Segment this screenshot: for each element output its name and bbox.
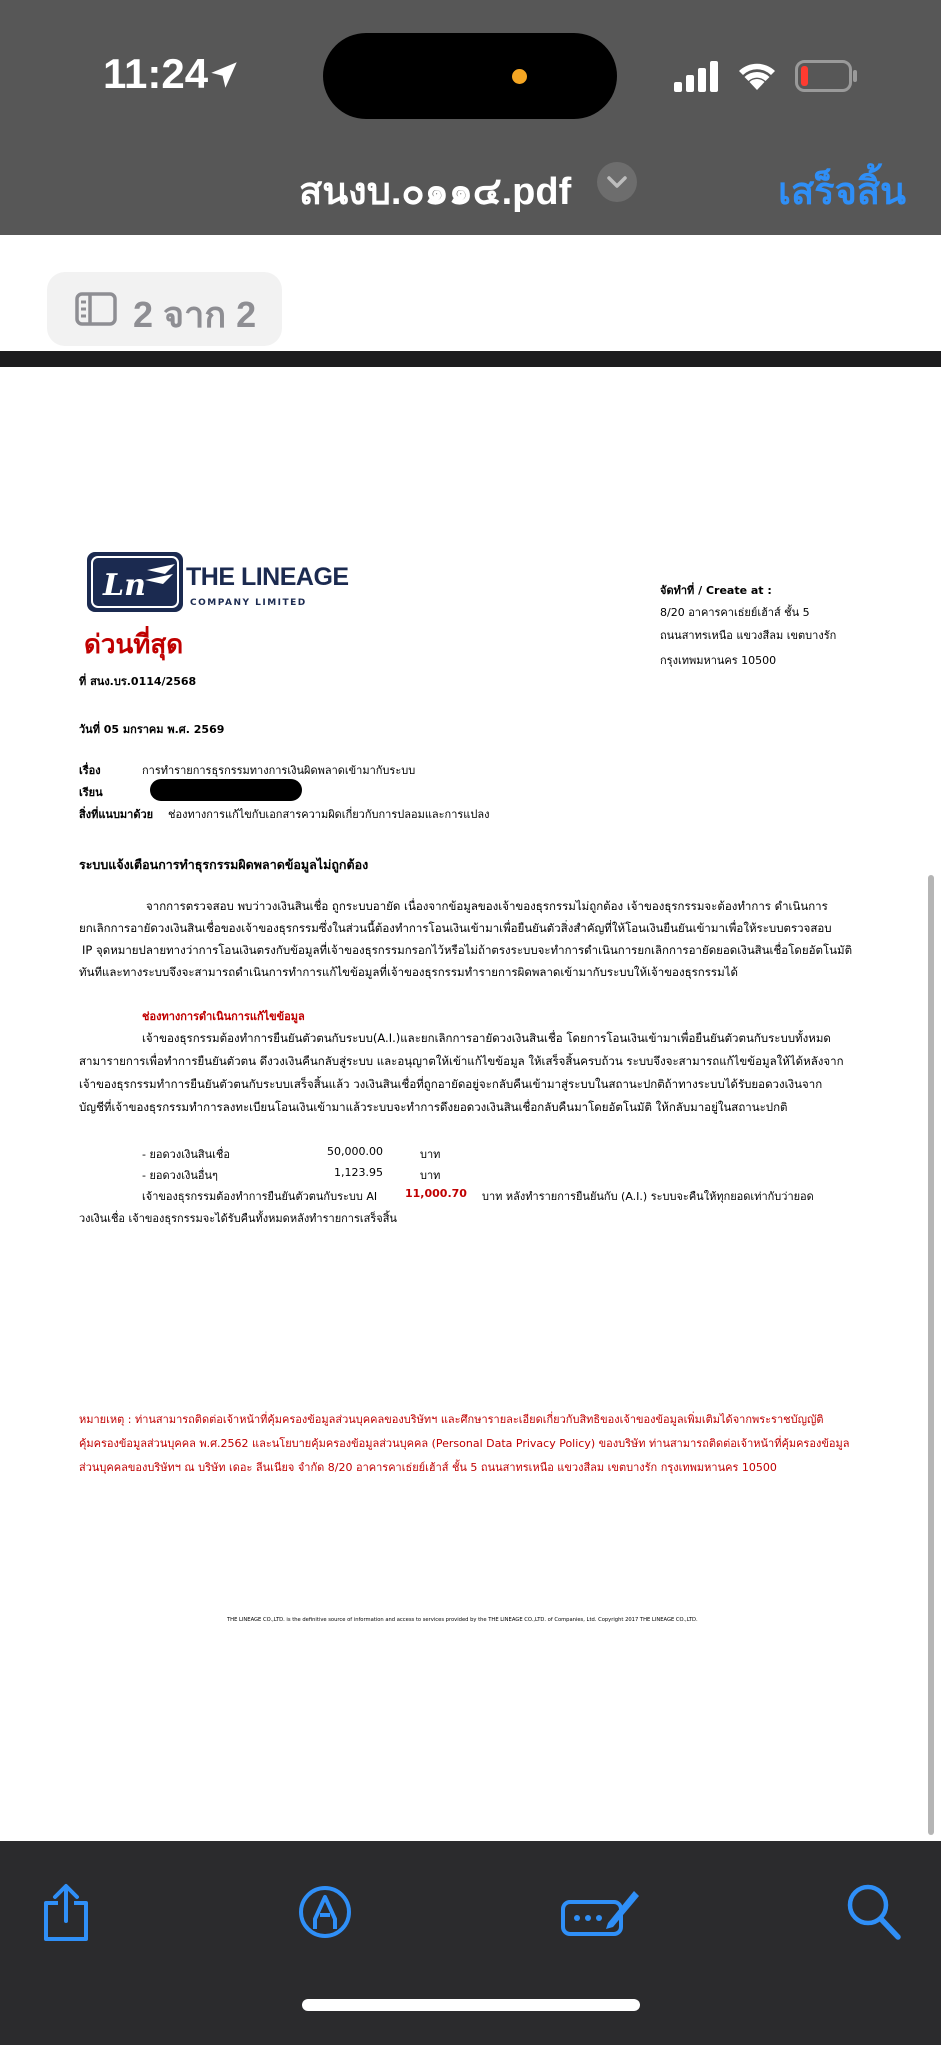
subject-text: การทำรายการธุรกรรมทางการเงินผิดพลาดเข้ามากับระบบ (142, 764, 416, 777)
document-title[interactable]: สนงบ.๐๑๑๔.pdf (299, 171, 572, 213)
paragraph-line: ยกเลิกการอายัดวงเงินสินเชื่อของเจ้าของธุรกรรมซึ่งในส่วนนี้ต้องทำการโอนเงินเข้ามาเพื่อยืนยันตัวสิ่งสำคัญที่ให้โอนเงินยืนยันเข้ามาเพื่อให้ระบบตรวจสอบ (79, 921, 832, 935)
ai-line-prefix: เจ้าของธุรกรรมต้องทำการยืนยันตัวตนกับระบบ AI (142, 1190, 378, 1203)
page-indicator-button[interactable] (47, 272, 282, 346)
note-line: ส่วนบุคคลของบริษัทฯ ณ บริษัท เดอะ ลีนเนียจ จำกัด 8/20 อาคารคาเธ่ยย์เฮ้าส์ ชั้น 5 ถนนสาทรเหนือ แขวงสีลม เขตบางรัก กรุงเทพมหานคร 10500 (79, 1461, 777, 1474)
fix-heading: ช่องทางการดำเนินการแก้ไขข้อมูล (142, 1010, 305, 1023)
markup-icon[interactable] (298, 1885, 352, 1939)
ai-amount: 11,000.70 (405, 1187, 467, 1200)
page-label: 2 จาก 2 (133, 294, 257, 335)
done-button[interactable]: เสร็จสิ้น (778, 171, 907, 213)
paragraph-line: เจ้าของธุรกรรมต้องทำการยืนยันตัวตนกับระบบ(A.I.)และยกเลิกการอายัดวงเงินสินเชื่อ โดยการโอนเงินเข้ามาเพื่อยืนยันตัวตนกับระบบทั้งหมด (142, 1031, 831, 1045)
notice-heading: ระบบแจ้งเตือนการทำธุรกรรมผิดพลาดข้อมูลไม่ถูกต้อง (79, 857, 369, 872)
reference-number: ที่ สนง.บร.0114/2568 (79, 675, 197, 688)
chevron-down-icon (597, 162, 637, 202)
share-icon[interactable] (40, 1883, 92, 1943)
attachment-text: ช่องทางการแก้ไขกับเอกสารความผิดเกี่ยวกับการปลอมและการแปลง (168, 808, 490, 821)
top-bar (0, 0, 941, 235)
status-time: 11:24 (103, 50, 209, 97)
sidebar-icon (75, 292, 117, 326)
company-logo-icon (85, 550, 185, 614)
paragraph-line: บัญชีที่เจ้าของธุรกรรมทำการลงทะเบียนโอนเงินเข้ามาแล้วระบบจะทำการดึงยอดวงเงินสินเชื่อกลับคืนมาโดยอัตโนมัติ ให้กลับมาอยู่ในสถานะปกติ (79, 1100, 788, 1114)
subject-label: เรื่อง (79, 764, 101, 777)
privacy-indicator-dot (512, 69, 527, 84)
note-line: คุ้มครองข้อมูลส่วนบุคคล พ.ศ.2562 และนโยบายคุ้มครองข้อมูลส่วนบุคคล (Personal Data Privacy Policy) ของบริษัท ท่านสามารถติดต่อเจ้าหน้าที่คุ้มครองข้อมูล (79, 1437, 850, 1450)
amount-label: - ยอดวงเงินอื่นๆ (142, 1169, 218, 1182)
paragraph-line: จากการตรวจสอบ พบว่าวงเงินสินเชื่อ ถูกระบบอายัด เนื่องจากข้อมูลของเจ้าของธุรกรรมไม่ถูกต้อง เจ้าของธุรกรรมจะต้องทำการ ดำเนินการ (146, 899, 828, 913)
signature-icon[interactable] (560, 1885, 640, 1939)
address-line: ถนนสาทรเหนือ แขวงสีลม เขตบางรัก (660, 629, 837, 642)
home-indicator[interactable] (302, 1999, 640, 2011)
recipient-label: เรียน (79, 786, 103, 799)
logo-subtitle: COMPANY LIMITED (190, 598, 307, 608)
paragraph-line: สามารายการเพื่อทำการยืนยันตัวตน ดึงวงเงินคืนกลับสู่ระบบ และอนุญาตให้เข้าแก้ไขข้อมูล ให้เสร็จสิ้นครบถ้วน ระบบจึงจะสามารถแก้ไขข้อมูลให้ได้หลังจาก (79, 1054, 844, 1068)
title-menu-button[interactable] (597, 162, 637, 202)
page-separator (0, 351, 941, 367)
paragraph-line: ทันทีและทางระบบจึงจะสามารถดำเนินการทำการแก้ไขข้อมูลที่เจ้าของธุรกรรมทำรายการผิดพลาดเข้ามากับระบบให้เจ้าของธุรกรรมได้ (79, 965, 738, 979)
search-icon[interactable] (846, 1883, 902, 1941)
logo-name: THE LINEAGE (186, 563, 349, 591)
created-at-label: จัดทำที่ / Create at : (660, 584, 772, 597)
footer-text: THE LINEAGE CO.,LTD. is the definitive source of information and access to services provided by the THE LINEAGE CO.,LTD. of Companies, Ltd. Copyright 2017 THE LINEAGE CO.,LTD. (227, 1617, 698, 1623)
amount-label: - ยอดวงเงินสินเชื่อ (142, 1148, 230, 1161)
address-line: 8/20 อาคารคาเธ่ยย์เฮ้าส์ ชั้น 5 (660, 606, 810, 619)
bottom-toolbar (0, 1841, 941, 2045)
amount-value: 1,123.95 (334, 1166, 383, 1179)
attachment-label: สิ่งที่แนบมาด้วย (79, 808, 154, 821)
note-line: หมายเหตุ : ท่านสามารถติดต่อเจ้าหน้าที่คุ้มครองข้อมูลส่วนบุคคลของบริษัทฯ และศึกษารายละเอียดเกี่ยวกับสิทธิของเจ้าของข้อมูลเพิ่มเติมได้จากพระราชบัญญัติ (79, 1413, 824, 1426)
cellular-signal-icon (674, 61, 720, 92)
pdf-page[interactable] (0, 367, 941, 1841)
redacted-name (150, 779, 302, 801)
amount-unit: บาท (420, 1169, 441, 1182)
wifi-icon (736, 58, 778, 92)
address-line: กรุงเทพมหานคร 10500 (660, 654, 777, 667)
paragraph-line: IP จุดหมายปลายทางว่าการโอนเงินตรงกับข้อมูลที่เจ้าของธุรกรรมกรอกไว้หรือไม่ถ้าตรงระบบจะทำการดำเนินการยกเลิกการอายัดยอดเงินสินเชื่อโดยอัตโนมัติ (82, 943, 853, 957)
amount-unit: บาท (420, 1148, 441, 1161)
ai-line-suffix: บาท หลังทำรายการยืนยันกับ (A.I.) ระบบจะคืนให้ทุกยอดเท่ากับว่ายอด (482, 1190, 814, 1203)
document-date: วันที่ 05 มกราคม พ.ศ. 2569 (79, 723, 225, 736)
paragraph-line: เจ้าของธุรกรรมทำการยืนยันตัวตนกับระบบเสร็จสิ้นแล้ว วงเงินสินเชื่อที่ถูกอายัดอยู่จะกลับคืนเข้ามาสู่ระบบในสถานะปกติถ้าทางระบบได้รับยอดวงเงินจาก (79, 1077, 823, 1091)
dynamic-island (323, 33, 617, 119)
battery-icon (795, 60, 859, 92)
scrollbar[interactable] (928, 875, 934, 1835)
amount-value: 50,000.00 (327, 1145, 383, 1158)
urgent-label: ด่วนที่สุด (84, 630, 184, 659)
location-arrow-icon (207, 58, 241, 92)
svg-text:Ln: Ln (103, 568, 146, 603)
ai-line-2: วงเงินเชื่อ เจ้าของธุรกรรมจะได้รับคืนทั้งหมดหลังทำรายการเสร็จสิ้น (79, 1212, 397, 1225)
